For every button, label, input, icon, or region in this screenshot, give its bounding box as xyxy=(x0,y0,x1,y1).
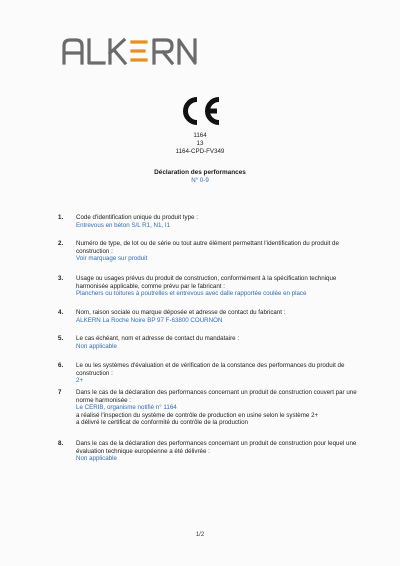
item-question: Nom, raison sociale ou marque déposée et adresse de contact du fabricant : xyxy=(76,309,286,316)
item-answer: Planchers ou toitures à poutrelles et entrevous avec dalle rapportée coulée en place xyxy=(76,290,307,298)
item-answer: Non applicable xyxy=(76,342,117,350)
ce-marking-block xyxy=(165,96,235,156)
declaration-title-block xyxy=(140,169,260,185)
item-number: 1. xyxy=(58,214,64,221)
item-question: Le ou les systèmes d'évaluation et de vérification de la constance des performances du produit de construction : xyxy=(76,362,345,377)
declaration-item-1 xyxy=(58,214,358,229)
alkern-logo-graphic xyxy=(62,36,200,66)
item-question: Dans le cas de la déclaration des performances concernant un produit de construction couvert par une norme harmonisée : xyxy=(76,389,357,404)
declaration-item-8 xyxy=(58,440,358,463)
declaration-item-4 xyxy=(58,309,358,324)
declaration-item-5 xyxy=(58,335,358,350)
item-answer-line-1: Le CERIB, organisme notifié n° 1164 xyxy=(76,404,177,412)
item-answer: Voir marquage sur produit xyxy=(76,255,148,263)
item-question: Le cas échéant, nom et adresse de contact du mandataire : xyxy=(76,335,240,342)
item-number: 6. xyxy=(58,362,64,369)
notified-body-number: 1164 xyxy=(193,132,207,139)
item-answer: ALKERN La Roche Noire BP 97 F-63800 COURNON xyxy=(76,316,223,324)
item-question: Usage ou usages prévus du produit de construction, conformément à la spécification technique harmonisée applicable, comme prévu par le fabricant : xyxy=(76,275,337,290)
alkern-logo xyxy=(62,36,200,66)
declaration-item-2 xyxy=(58,240,358,263)
declaration-item-3 xyxy=(58,275,358,298)
item-number: 3. xyxy=(58,275,64,282)
item-answer-line-2: a réalisé l'inspection du système de contrôle de production en usine selon le système 2+ xyxy=(76,411,319,419)
item-question: Numéro de type, de lot ou de série ou tout autre élément permettant l'identification du produit de construction : xyxy=(76,240,339,255)
item-number: 7 xyxy=(58,389,62,396)
certificate-number: 1164-CPD-FV349 xyxy=(175,148,225,155)
page-number: 1/2 xyxy=(195,532,205,538)
ce-year: 13 xyxy=(196,140,204,147)
item-number: 4. xyxy=(58,309,64,316)
item-answer: Entrevous en béton S/L R1, N1, I1 xyxy=(76,221,171,229)
declaration-title: Déclaration des performances xyxy=(154,169,246,176)
item-number: 2. xyxy=(58,240,64,247)
declaration-item-6 xyxy=(58,362,358,385)
item-question: Code d'identification unique du produit type : xyxy=(76,214,198,221)
item-answer: Non applicable xyxy=(76,455,117,463)
logo-text xyxy=(200,36,201,37)
ce-mark-icon xyxy=(178,96,222,126)
item-number: 8. xyxy=(58,440,64,447)
declaration-item-7 xyxy=(58,389,358,427)
declaration-number: N° 0-9 xyxy=(191,177,209,184)
item-question: Dans le cas de la déclaration des performances concernant un produit de construction pour lequel une évaluation technique européenne a été délivrée : xyxy=(76,440,357,455)
item-number: 5. xyxy=(58,335,64,342)
item-answer-line-3: a délivré le certificat de conformité du contrôle de la production xyxy=(76,419,248,427)
item-answer: 2+ xyxy=(76,377,84,385)
